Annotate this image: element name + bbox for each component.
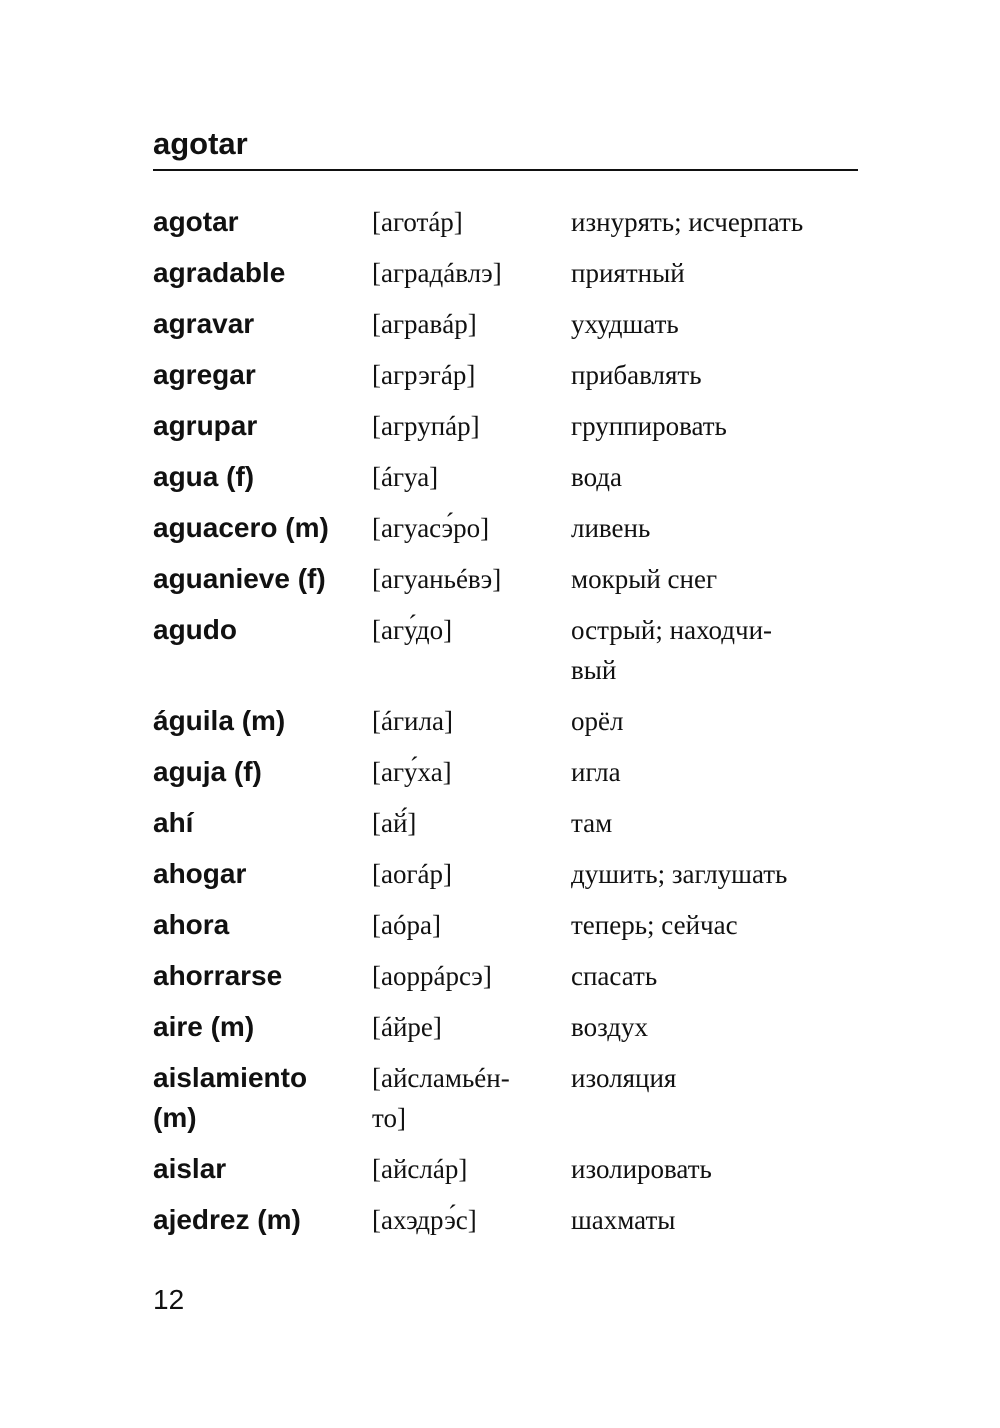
dictionary-entry	[153, 752, 858, 792]
translation	[571, 1058, 858, 1138]
spanish-word-line: aislar	[153, 1153, 227, 1184]
translation	[571, 956, 858, 996]
dictionary-entry	[153, 854, 858, 894]
translation	[571, 559, 858, 599]
translation	[571, 508, 858, 548]
translation-line: изоляция	[571, 1063, 677, 1093]
spanish-word-line: (m)	[153, 1102, 197, 1133]
translation-line: ливень	[571, 513, 651, 543]
spanish-word-line: agua (f)	[153, 461, 255, 492]
spanish-word-line: ajedrez (m)	[153, 1204, 301, 1235]
dictionary-entry	[153, 559, 858, 599]
pronunciation-line: [áгила]	[372, 706, 453, 736]
translation-line: орёл	[571, 706, 624, 736]
translation	[571, 1007, 858, 1047]
pronunciation	[372, 752, 571, 792]
pronunciation-line: [аóра]	[372, 910, 441, 940]
spanish-word	[153, 202, 372, 242]
pronunciation	[372, 905, 571, 945]
spanish-word	[153, 701, 372, 741]
pronunciation-line: то]	[372, 1103, 406, 1133]
pronunciation-line: [агуаньéвэ]	[372, 564, 502, 594]
pronunciation	[372, 701, 571, 741]
translation	[571, 854, 858, 894]
spanish-word	[153, 1200, 372, 1240]
translation-line: острый; находчи-	[571, 615, 773, 645]
dictionary-entry	[153, 1058, 858, 1138]
header-rule	[153, 169, 858, 171]
dictionary-entry	[153, 1200, 858, 1240]
dictionary-entry	[153, 406, 858, 446]
pronunciation-line: [агу́ха]	[372, 757, 452, 787]
pronunciation	[372, 803, 571, 843]
pronunciation	[372, 956, 571, 996]
translation	[571, 752, 858, 792]
pronunciation	[372, 610, 571, 690]
spanish-word	[153, 406, 372, 446]
spanish-word	[153, 854, 372, 894]
translation-line: прибавлять	[571, 360, 702, 390]
pronunciation-line: [агу́до]	[372, 615, 453, 645]
pronunciation-line: [айсламьéн-	[372, 1063, 510, 1093]
spanish-word-line: ahogar	[153, 858, 247, 889]
page-number: 12	[153, 1284, 185, 1315]
spanish-word-line: águila (m)	[153, 705, 286, 736]
dictionary-entry	[153, 304, 858, 344]
spanish-word	[153, 559, 372, 599]
spanish-word	[153, 905, 372, 945]
dictionary-entry	[153, 610, 858, 690]
pronunciation	[372, 1149, 571, 1189]
translation	[571, 610, 858, 690]
pronunciation-line: [айслáр]	[372, 1154, 468, 1184]
spanish-word-line: agotar	[153, 206, 239, 237]
pronunciation-line: [áгуа]	[372, 462, 439, 492]
spanish-word	[153, 508, 372, 548]
translation	[571, 1200, 858, 1240]
translation-line: спасать	[571, 961, 658, 991]
spanish-word-line: agravar	[153, 308, 255, 339]
translation-line: мокрый снег	[571, 564, 718, 594]
guide-word: agotar	[153, 126, 248, 161]
spanish-word	[153, 1007, 372, 1047]
translation-line: группировать	[571, 411, 727, 441]
dictionary-entry	[153, 1149, 858, 1189]
spanish-word	[153, 610, 372, 690]
translation	[571, 202, 858, 242]
translation-line: воздух	[571, 1012, 648, 1042]
translation	[571, 253, 858, 293]
pronunciation	[372, 304, 571, 344]
pronunciation	[372, 1058, 571, 1138]
spanish-word	[153, 803, 372, 843]
spanish-word-line: aire (m)	[153, 1011, 255, 1042]
spanish-word-line: aguacero (m)	[153, 512, 329, 543]
pronunciation	[372, 202, 571, 242]
pronunciation-line: [ай́]	[372, 808, 417, 838]
spanish-word	[153, 304, 372, 344]
dictionary-entry	[153, 701, 858, 741]
spanish-word	[153, 457, 372, 497]
dictionary-entry	[153, 956, 858, 996]
pronunciation-line: [аготáр]	[372, 207, 463, 237]
translation-line: душить; заглушать	[571, 859, 788, 889]
pronunciation	[372, 457, 571, 497]
pronunciation	[372, 854, 571, 894]
spanish-word-line: ahí	[153, 807, 194, 838]
spanish-word-line: ahora	[153, 909, 230, 940]
translation-line: ухудшать	[571, 309, 679, 339]
spanish-word-line: agudo	[153, 614, 237, 645]
dictionary-entry	[153, 253, 858, 293]
pronunciation	[372, 253, 571, 293]
spanish-word-line: agradable	[153, 257, 286, 288]
translation-line: вый	[571, 655, 617, 685]
spanish-word-line: agrupar	[153, 410, 258, 441]
dictionary-entry	[153, 508, 858, 548]
spanish-word	[153, 956, 372, 996]
pronunciation-line: [аоррáрсэ]	[372, 961, 492, 991]
dictionary-entry	[153, 202, 858, 242]
pronunciation-line: [агрэгáр]	[372, 360, 476, 390]
pronunciation	[372, 559, 571, 599]
pronunciation	[372, 355, 571, 395]
translation	[571, 1149, 858, 1189]
translation	[571, 803, 858, 843]
spanish-word-line: aguja (f)	[153, 756, 262, 787]
pronunciation	[372, 1007, 571, 1047]
translation	[571, 355, 858, 395]
pronunciation	[372, 508, 571, 548]
pronunciation-line: [ахэдрэ́с]	[372, 1205, 477, 1235]
spanish-word	[153, 1058, 372, 1138]
dictionary-entry	[153, 457, 858, 497]
pronunciation-line: [агравáр]	[372, 309, 477, 339]
spanish-word	[153, 752, 372, 792]
pronunciation-line: [аградáвлэ]	[372, 258, 502, 288]
spanish-word	[153, 253, 372, 293]
translation-line: игла	[571, 757, 621, 787]
spanish-word-line: aislamiento	[153, 1062, 308, 1093]
pronunciation-line: [аогáр]	[372, 859, 453, 889]
dictionary-entries	[153, 202, 858, 1251]
dictionary-entry	[153, 1007, 858, 1047]
translation-line: там	[571, 808, 613, 838]
translation-line: теперь; сейчас	[571, 910, 738, 940]
spanish-word-line: aguanieve (f)	[153, 563, 326, 594]
translation	[571, 701, 858, 741]
translation-line: вода	[571, 462, 623, 492]
translation	[571, 406, 858, 446]
translation	[571, 304, 858, 344]
translation-line: изнурять; исчерпать	[571, 207, 804, 237]
dictionary-entry	[153, 355, 858, 395]
pronunciation	[372, 406, 571, 446]
spanish-word-line: agregar	[153, 359, 256, 390]
translation	[571, 457, 858, 497]
translation	[571, 905, 858, 945]
spanish-word-line: ahorrarse	[153, 960, 283, 991]
pronunciation	[372, 1200, 571, 1240]
spanish-word	[153, 355, 372, 395]
dictionary-entry	[153, 803, 858, 843]
pronunciation-line: [агрупáр]	[372, 411, 480, 441]
translation-line: изолировать	[571, 1154, 712, 1184]
translation-line: шахматы	[571, 1205, 676, 1235]
dictionary-entry	[153, 905, 858, 945]
pronunciation-line: [áйре]	[372, 1012, 442, 1042]
spanish-word	[153, 1149, 372, 1189]
translation-line: приятный	[571, 258, 685, 288]
pronunciation-line: [агуасэ́ро]	[372, 513, 490, 543]
